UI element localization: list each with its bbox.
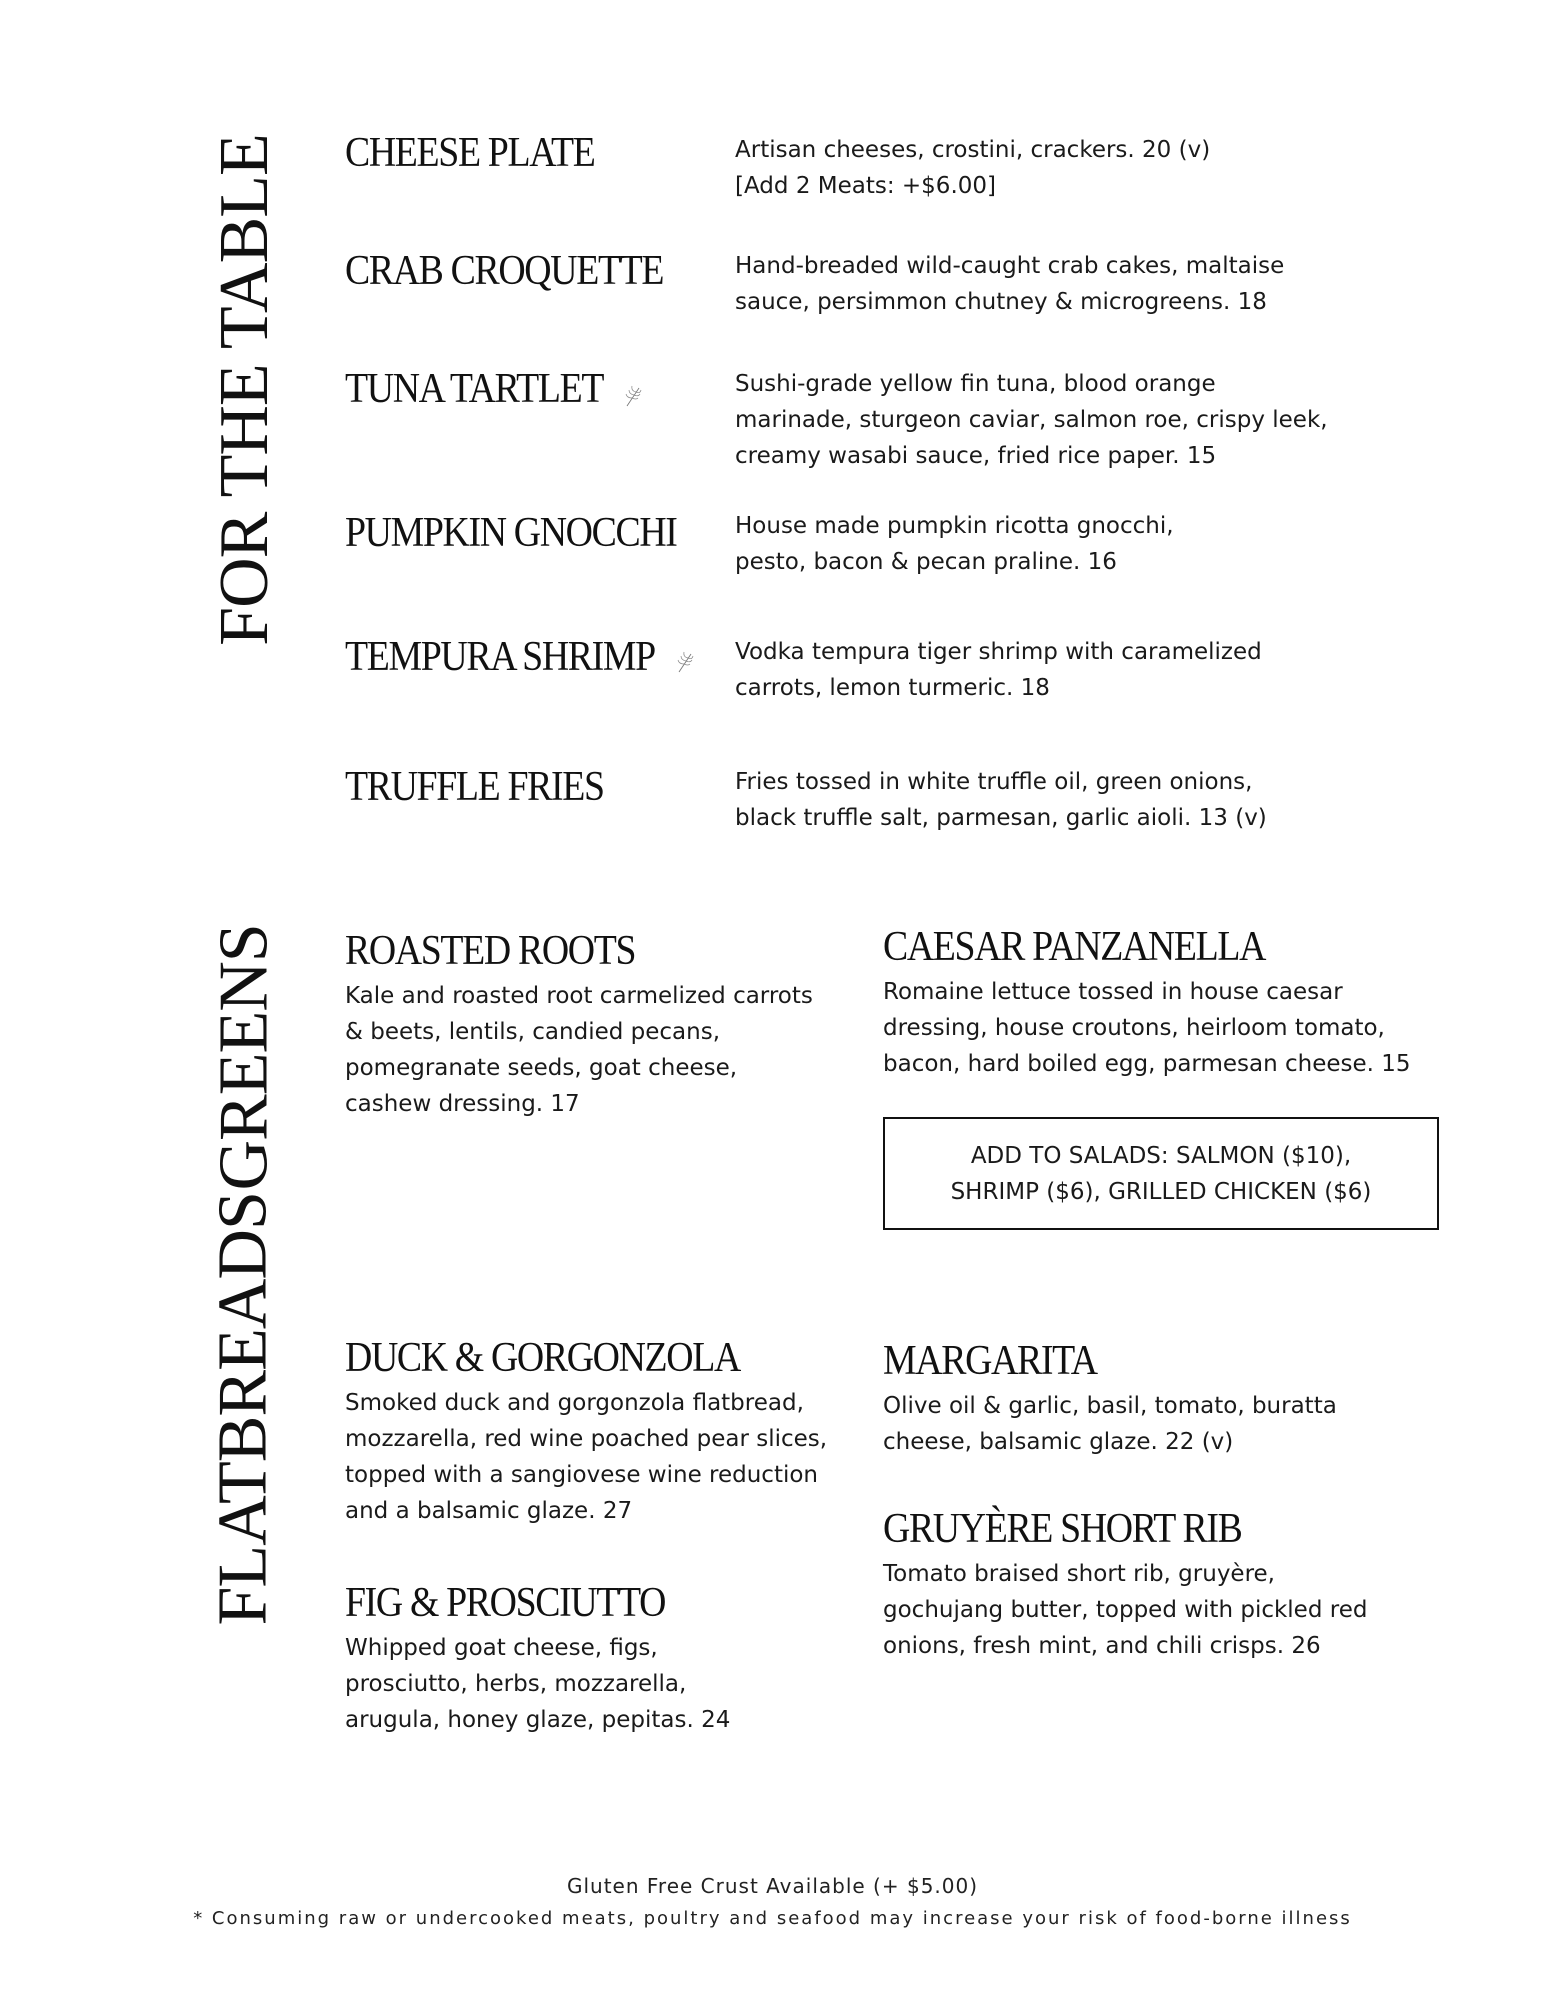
item-description: Sushi-grade yellow fin tuna, blood orange marinade, sturgeon caviar, salmon roe, crispy leek, creamy wasabi sauce, fried rice paper. 15 [735, 371, 1328, 469]
item-name: TEMPURA SHRIMP [345, 634, 655, 680]
leaf-icon [675, 650, 695, 674]
item-description: Smoked duck and gorgonzola flatbread, mozzarella, red wine poached pear slices, topped with a sangiovese wine reduction and a balsamic glaze. 27 [345, 1390, 828, 1524]
menu-item-caesar-panzanella [883, 926, 1443, 1082]
leaf-icon [623, 384, 643, 408]
item-description: Artisan cheeses, crostini, crackers. 20 (v) [Add 2 Meats: +$6.00] [735, 137, 1211, 199]
menu-item-gruyere-short-rib [883, 1508, 1443, 1664]
item-name: DUCK & GORGONZOLA [345, 1335, 740, 1381]
item-description: Olive oil & garlic, basil, tomato, buratta cheese, balsamic glaze. 22 (v) [883, 1393, 1337, 1455]
item-description: Hand-breaded wild-caught crab cakes, maltaise sauce, persimmon chutney & microgreens. 18 [735, 253, 1285, 315]
menu-item-duck-gorgonzola [345, 1337, 865, 1529]
section-title-flatbreads: FLATBREADS [204, 1192, 282, 1626]
section-title-greens: GREENS [205, 924, 283, 1191]
item-name: CRAB CROQUETTE [345, 248, 664, 294]
item-description: Romaine lettuce tossed in house caesar dressing, house croutons, heirloom tomato, bacon, hard boiled egg, parmesan cheese. 15 [883, 979, 1411, 1077]
item-name: CAESAR PANZANELLA [883, 924, 1266, 970]
salad-addons-box: ADD TO SALADS: SALMON ($10), SHRIMP ($6), GRILLED CHICKEN ($6) [883, 1117, 1439, 1230]
item-description: Whipped goat cheese, figs, prosciutto, herbs, mozzarella, arugula, honey glaze, pepitas. 24 [345, 1635, 731, 1733]
section-title-for-the-table: FOR THE TABLE [206, 134, 283, 646]
item-description: Tomato braised short rib, gruyère, gochujang butter, topped with pickled red onions, fresh mint, and chili crisps. 26 [883, 1561, 1368, 1659]
item-name: FIG & PROSCIUTTO [345, 1580, 666, 1626]
item-name: MARGARITA [883, 1338, 1097, 1384]
item-name: GRUYÈRE SHORT RIB [883, 1506, 1242, 1552]
item-description: Vodka tempura tiger shrimp with caramelized carrots, lemon turmeric. 18 [735, 639, 1262, 701]
item-name: TUNA TARTLET [345, 366, 604, 412]
gluten-free-note: Gluten Free Crust Available (+ $5.00) [566, 1874, 979, 1898]
menu-item-roasted-roots [345, 930, 845, 1122]
menu-item-fig-prosciutto [345, 1582, 865, 1738]
item-name: TRUFFLE FRIES [345, 764, 604, 810]
item-description: Fries tossed in white truffle oil, green onions, black truffle salt, parmesan, garlic aioli. 13 (v) [735, 769, 1267, 831]
menu-item-margarita [883, 1340, 1443, 1460]
item-name: ROASTED ROOTS [345, 928, 636, 974]
food-safety-disclaimer: * Consuming raw or undercooked meats, poultry and seafood may increase your risk of food-borne illness [193, 1908, 1352, 1929]
item-name: PUMPKIN GNOCCHI [345, 510, 677, 556]
item-description: Kale and roasted root carmelized carrots & beets, lentils, candied pecans, pomegranate seeds, goat cheese, cashew dressing. 17 [345, 983, 813, 1117]
item-description: House made pumpkin ricotta gnocchi, pesto, bacon & pecan praline. 16 [735, 513, 1174, 575]
item-name: CHEESE PLATE [345, 130, 595, 176]
